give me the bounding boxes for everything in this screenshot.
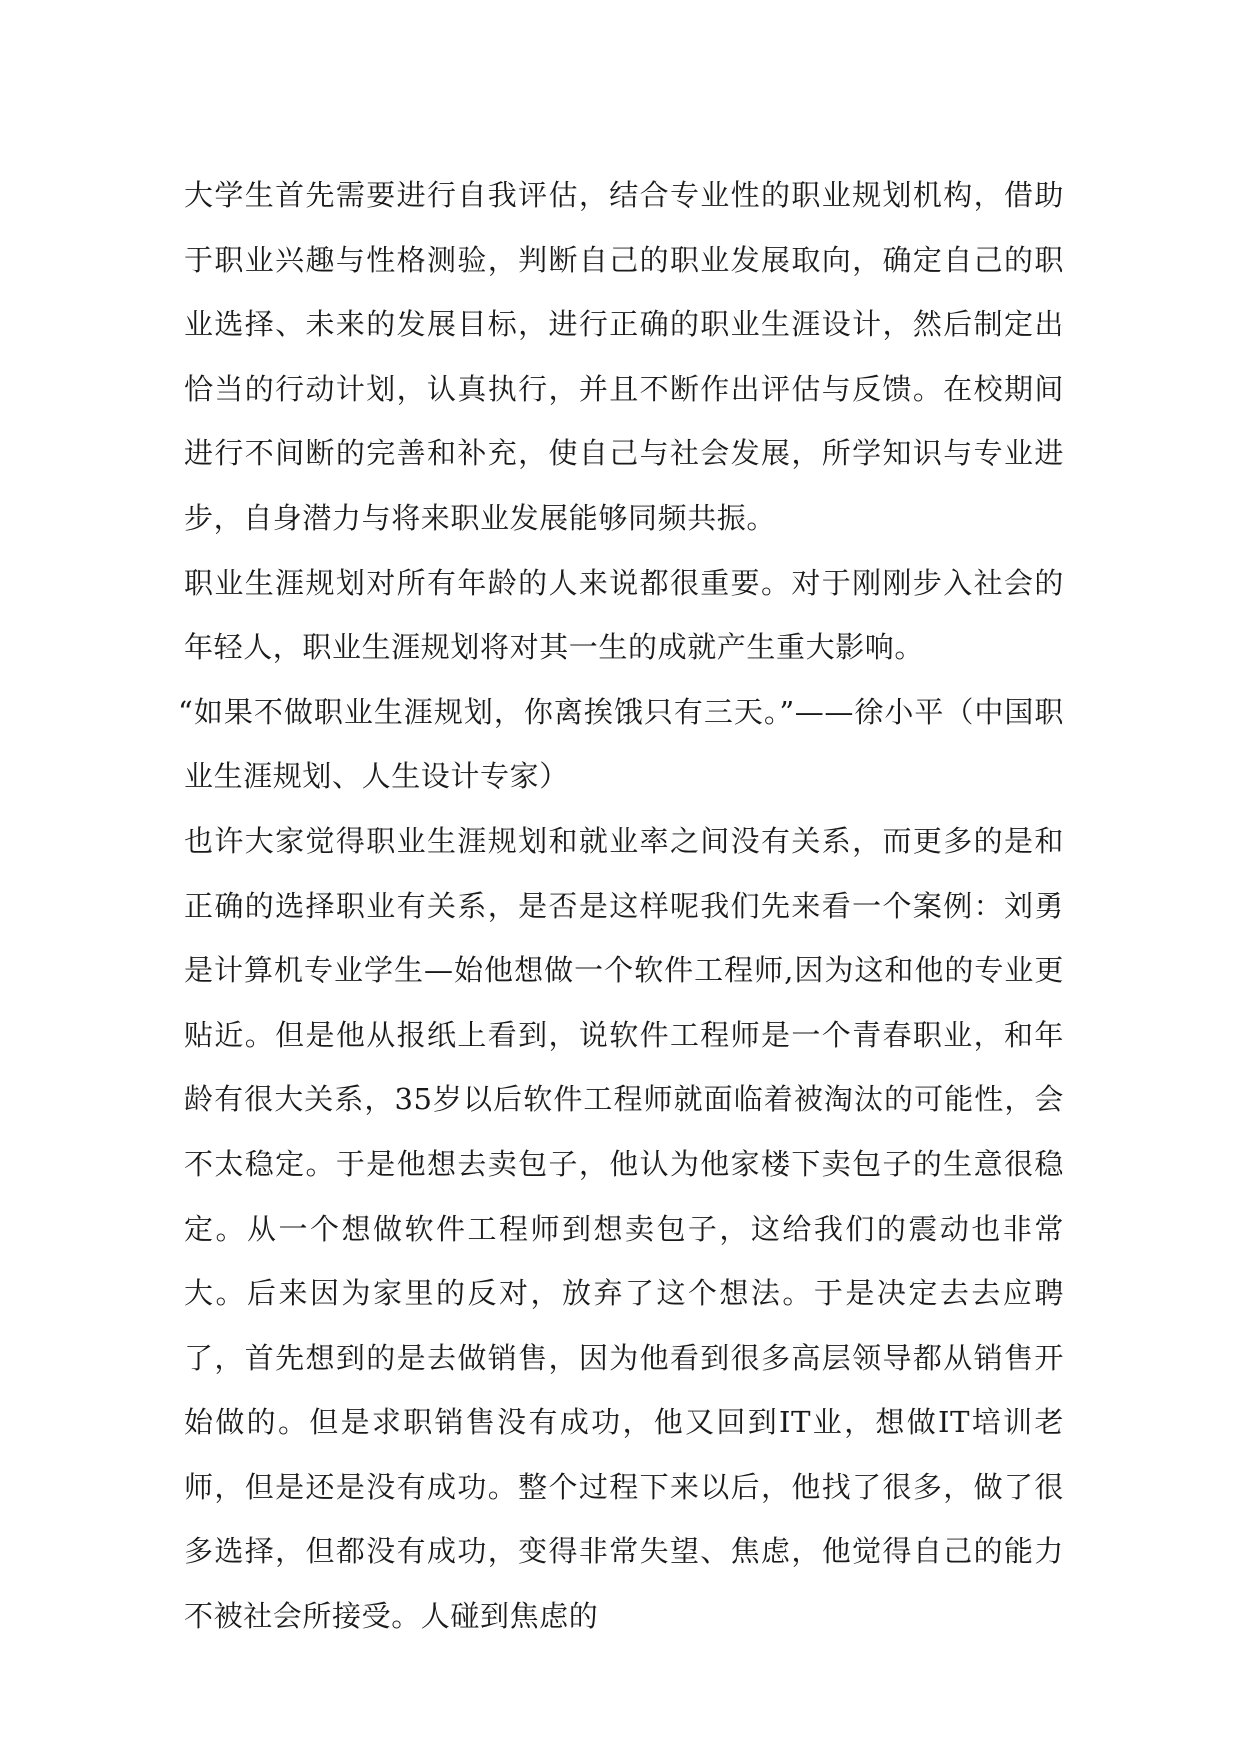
paragraph-importance: 职业生涯规划对所有年龄的人来说都很重要。对于刚刚步入社会的年轻人，职业生涯规划将对其一生的成就产生重大影响。	[184, 565, 1064, 665]
paragraph-self-assessment: 大学生首先需要进行自我评估，结合专业性的职业规划机构，借助于职业兴趣与性格测验，判断自己的职业发展取向，确定自己的职业选择、未来的发展目标，进行正确的职业生涯设计，然后制定出恰当的行动计划，认真执行，并且不断作出评估与反馈。在校期间进行不间断的完善和补充，使自己与社会发展，所学知识与专业进步，自身潜力与将来职业发展能够同频共振。	[184, 178, 1064, 535]
paragraph-case-study: 也许大家觉得职业生涯规划和就业率之间没有关系，而更多的是和正确的选择职业有关系，是否是这样呢我们先来看一个案例：刘勇是计算机专业学生—始他想做一个软件工程师,因为这和他的专业更贴近。但是他从报纸上看到，说软件工程师是一个青春职业，和年龄有很大关系，35岁以后软件工程师就面临着被淘汰的可能性，会不太稳定。于是他想去卖包子，他认为他家楼下卖包子的生意很稳定。从一个想做软件工程师到想卖包子，这给我们的震动也非常大。后来因为家里的反对，放弃了这个想法。于是决定去去应聘了，首先想到的是去做销售，因为他看到很多高层领导都从销售开始做的。但是求职销售没有成功，他又回到IT业，想做IT培训老师，但是还是没有成功。整个过程下来以后，他找了很多，做了很多选择，但都没有成功，变得非常失望、焦虑，他觉得自己的能力不被社会所接受。人碰到焦虑的	[184, 823, 1064, 1634]
paragraph-quote: “如果不做职业生涯规划，你离挨饿只有三天。”——徐小平（中国职业生涯规划、人生设计专家）	[178, 694, 1064, 794]
body-text	[178, 163, 1064, 1649]
